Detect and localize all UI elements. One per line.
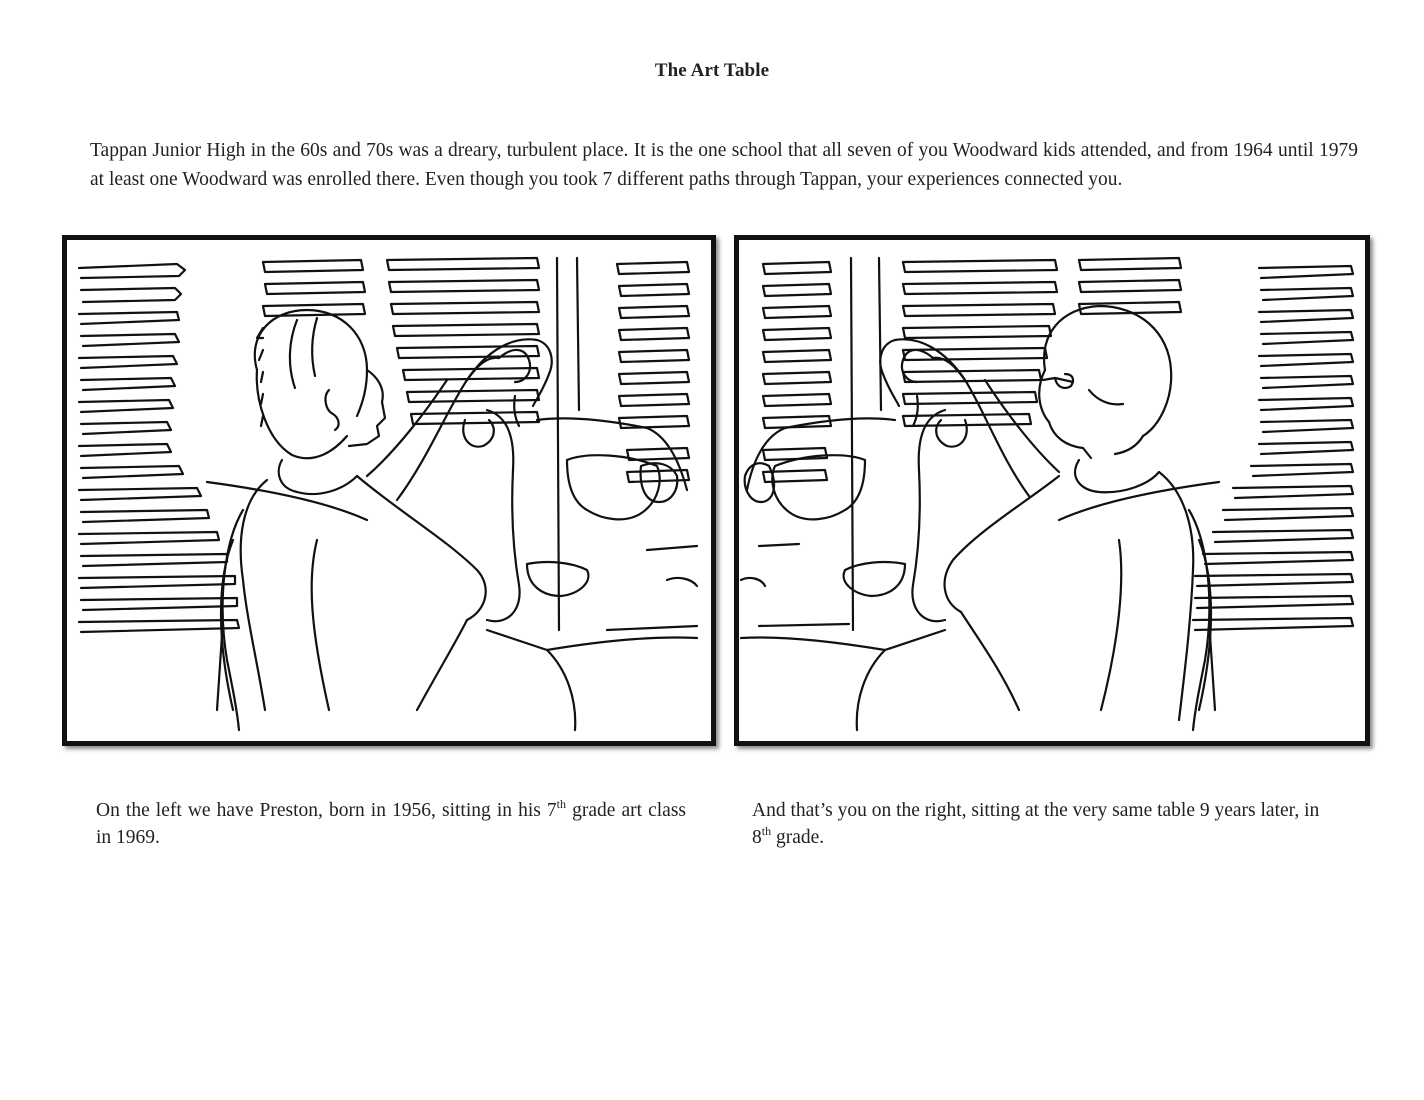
caption-left-superscript: th xyxy=(556,796,566,811)
line-drawing-preston xyxy=(67,240,711,741)
illustration-preston xyxy=(62,235,716,746)
caption-left-text: On the left we have Preston, born in 1956, sitting in his 7 xyxy=(96,800,557,821)
caption-right xyxy=(752,797,1342,851)
caption-left xyxy=(96,797,686,851)
intro-paragraph: Tappan Junior High in the 60s and 70s was a dreary, turbulent place. It is the one school that all seven of you Woodward kids attended, and from 1964 until 1979 at least one Woodward was enrolled there. Even though you took 7 different paths through Tappan, your experiences connected you. xyxy=(90,140,1358,190)
illustration-you xyxy=(734,235,1370,746)
caption-right-text: And that’s you on the right, sitting at the very same table 9 years later, in 8 xyxy=(752,800,1320,848)
caption-right-superscript: th xyxy=(761,823,772,838)
line-drawing-you xyxy=(739,240,1365,741)
caption-right-text-end: grade. xyxy=(771,827,825,848)
caption-left-text-end: grade art class in 1969. xyxy=(96,800,686,848)
page-title: The Art Table xyxy=(654,60,770,81)
